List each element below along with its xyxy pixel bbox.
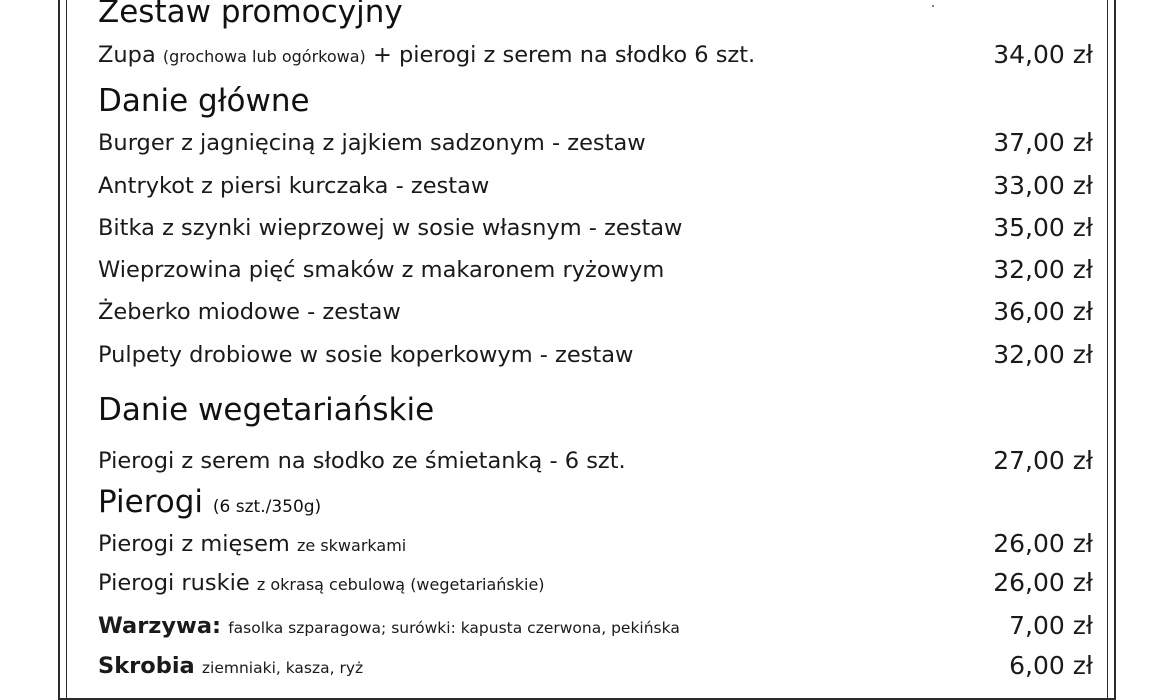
- menu-item: [98, 214, 1093, 242]
- menu-item: [98, 341, 1093, 369]
- item-note: (grochowa lub ogórkowa): [162, 47, 366, 66]
- section-heading-vege: [98, 392, 1093, 428]
- item-price: 32,00 zł: [993, 340, 1093, 369]
- item-price: 27,00 zł: [993, 446, 1093, 475]
- menu-item: [98, 298, 1093, 326]
- heading-text: Pierogi: [98, 484, 204, 520]
- item-name: Bitka z szynki wieprzowej w sosie własnym - zestaw: [98, 215, 683, 241]
- item-price: 37,00 zł: [993, 128, 1093, 157]
- item-label: Warzywa:: [98, 613, 222, 639]
- menu-item: [98, 569, 1093, 599]
- menu-item: [98, 530, 1093, 560]
- item-price: 36,00 zł: [993, 297, 1093, 326]
- item-name: Pierogi z serem na słodko ze śmietanką - 6 szt.: [98, 448, 626, 474]
- item-note: ze skwarkami: [297, 536, 407, 555]
- heading-text: Danie główne: [98, 83, 310, 119]
- heading-text: Danie wegetariańskie: [98, 392, 435, 428]
- heading-text: Zestaw promocyjny: [98, 0, 403, 30]
- section-heading-promo: [98, 0, 1093, 30]
- item-note: fasolka szparagowa; surówki: kapusta czerwona, pekińska: [228, 619, 680, 637]
- menu-item-skrobia: [98, 652, 1093, 682]
- item-name: Pierogi z mięsem: [98, 531, 290, 557]
- item-name: Wieprzowina pięć smaków z makaronem ryżowym: [98, 257, 665, 283]
- menu-item: [98, 172, 1093, 200]
- item-name-continued: + pierogi z serem na słodko 6 szt.: [372, 42, 756, 68]
- menu-item: [98, 256, 1093, 284]
- item-name: Zupa: [98, 42, 156, 68]
- item-price: 33,00 zł: [993, 171, 1093, 200]
- item-price: 26,00 zł: [993, 568, 1093, 597]
- item-name: Pulpety drobiowe w sosie koperkowym - zestaw: [98, 342, 634, 368]
- item-label: Skrobia: [98, 653, 195, 679]
- item-note: z okrasą cebulową (wegetariańskie): [256, 575, 545, 594]
- item-name: Pierogi ruskie: [98, 570, 250, 596]
- item-name: Żeberko miodowe - zestaw: [98, 299, 401, 325]
- item-price: 34,00 zł: [993, 40, 1093, 69]
- item-price: 6,00 zł: [1009, 651, 1093, 680]
- menu-item-warzywa: [98, 612, 1093, 642]
- item-price: 7,00 zł: [1009, 611, 1093, 640]
- heading-note: (6 szt./350g): [212, 497, 322, 517]
- menu-item: [98, 41, 1093, 71]
- item-name: Burger z jagnięciną z jajkiem sadzonym - zestaw: [98, 130, 646, 156]
- item-name: Antrykot z piersi kurczaka - zestaw: [98, 173, 490, 199]
- menu-item: [98, 129, 1093, 157]
- item-price: 35,00 zł: [993, 213, 1093, 242]
- section-heading-main: [98, 83, 1093, 119]
- item-note: ziemniaki, kasza, ryż: [201, 659, 364, 677]
- item-price: 26,00 zł: [993, 529, 1093, 558]
- item-price: 32,00 zł: [993, 255, 1093, 284]
- section-heading-pierogi: [98, 484, 1093, 525]
- menu-item: [98, 447, 1093, 475]
